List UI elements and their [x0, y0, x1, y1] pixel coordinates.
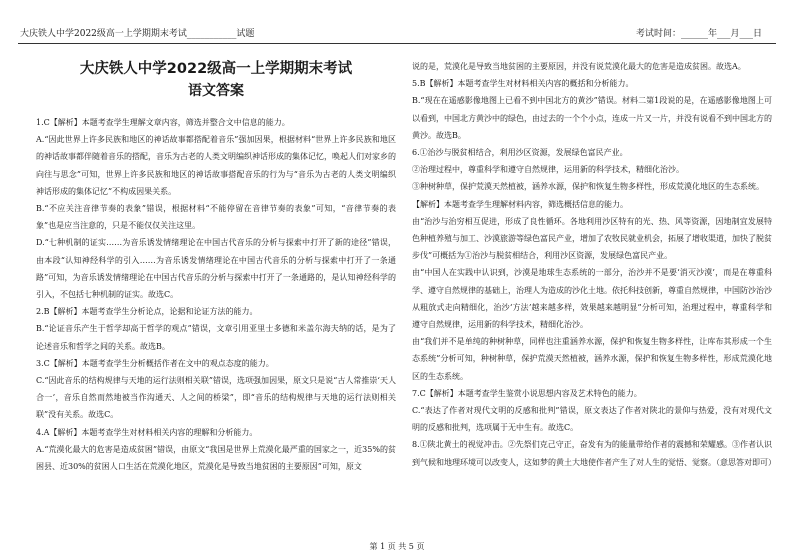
page-number: 第 1 页 共 5 页: [369, 542, 425, 551]
header-exam-title: 大庆铁人中学2022级高一上学期期末考试___________试题: [20, 29, 255, 39]
answer-paragraph: 3.C【解析】本题考查学生分析概括作者在文中的观点态度的能力。: [36, 358, 274, 368]
answer-paragraph: 7.C【解析】本题考查学生鉴赏小说思想内容及艺术特色的能力。: [412, 388, 642, 398]
answer-paragraph: ②治理过程中，尊重科学和遵守自然规律，运用新的科学技术，精细化治沙。: [412, 165, 684, 175]
answer-paragraph: 5.B【解析】本题考查学生对材料相关内容的概括和分析能力。: [412, 79, 634, 89]
answer-paragraph: 【解析】本题考查学生理解材料内容，筛选概括信息的能力。: [412, 199, 628, 209]
answer-paragraph: 4.A【解析】本题考查学生对材料相关内容的理解和分析能力。: [36, 427, 258, 437]
answer-paragraph: 由“治沙与治穷相互促进，形成了良性循环。各地利用沙区特有的光、热、风等资源，因地制宜发展特色种植养殖与加工、沙漠旅游等绿色富民产业，增加了农牧民就业机会，拓展了增收渠道，加快了脱贫步伐”可概括为①治沙与脱贫相结合，利用沙区资源，发展绿色富民产业。: [412, 216, 772, 261]
answer-paragraph: 由“我们并不是单纯的种树种草，同样也注重涵养水源，保护和恢复生物多样性，让库布其形成一个生态系统”分析可知，种树种草，保护荒漠天然植被，涵养水源，保护和恢复生物多样性，形成荒漠化地区的生态系统。: [412, 337, 772, 381]
answer-paragraph: 1.C【解析】本题考查学生理解文章内容，筛选并整合文中信息的能力。: [36, 118, 290, 127]
header-exam-time: 考试时间：______年___月___日: [635, 29, 762, 39]
answer-paragraph: A.“荒漠化最大的危害是造成贫困”错误，由原文“我国是世界上荒漠化最严重的国家之一，近35%的贫困县、近30%的贫困人口生活在荒漠化地区，荒漠化是导致当地贫困的主要原因”可知，原文: [36, 444, 396, 472]
document-title: 大庆铁人中学2022级高一上学期期末考试: [79, 61, 353, 77]
answer-paragraph: ③种树种草，保护荒漠天然植被，涵养水源，保护和恢复生物多样性，形成荒漠化地区的生态系统。: [412, 182, 764, 192]
answer-paragraph: 2.B【解析】本题考查学生分析论点，论据和论证方法的能力。: [36, 307, 258, 317]
page-header: [0, 0, 794, 46]
left-column: [36, 58, 396, 475]
answer-paragraph: B.“现在在遥感影像地图上已看不到中国北方的黄沙”错误。材料二第1段说的是，在遥感影像地图上可以看到，中国北方黄沙中的绿色，由过去的一个个小点，连成一片又一片，并没有说看不到中国北方的黄沙。故选B。: [412, 96, 772, 140]
answer-paragraph: 8.①陕北黄土的视觉冲击。②先祭们克己守正，奋发有为的能量带给作者的震撼和荣耀感。③作者认识到气候和地理环境可以改变人，这如梦的黄土大地使作者产生了对人生的觉悟、觉察。（意思答对即可）: [412, 440, 776, 467]
answer-paragraph: D.“七种机制的证实……为音乐诱发情绪理论在中国古代音乐的分析与探索中打开了新的途径”错误，由本段“认知神经科学的引入……为音乐诱发情绪理论在中国古代音乐的分析与探索中打开了一条通路”可知，为音乐诱发情绪理论在中国古代音乐的分析与探索中打开了一条通路的，是认知神经科学的引入，不包括七种机制的证实。故选C。: [36, 238, 396, 300]
answer-paragraph: C.“表达了作者对现代文明的反感和批判”错误，原文表达了作者对陕北的景仰与热爱，没有对现代文明的反感和批判，选项属于无中生有。故选C。: [412, 406, 772, 433]
answer-paragraph: B.“论证音乐产生于哲学却高于哲学的观点”错误，文章引用亚里士多德和米盖尔海夫纳的话，是为了论述音乐和哲学之间的关系。故选B。: [36, 324, 396, 351]
answer-paragraph: A.“因此世界上许多民族和地区的神话故事都搭配着音乐”强加因果，根据材料“世界上许多民族和地区的神话故事都伴随着音乐的搭配，音乐为古老的人类文明编织神话形成的集体记忆，唤起人们对家乡的向往与思念”可知，世界上许多民族和地区的神话故事搭配音乐的行为与“音乐为古老的人类文明编织神话形成的集体记忆”不构成因果关系。: [36, 135, 396, 196]
document-subtitle: 语文答案: [188, 83, 244, 99]
answer-paragraph: 说的是，荒漠化是导致当地贫困的主要原因，并没有说荒漠化最大的危害是造成贫困。故选A。: [412, 62, 746, 71]
right-column: [412, 58, 776, 471]
answer-paragraph: 由“中国人在实践中认识到，沙漠是地球生态系统的一部分，治沙并不是要‘消灭沙漠’，而是在尊重科学、遵守自然规律的基础上，治理人为造成的沙化土地。依托科技创新，尊重自然规律，中国防沙治沙从粗放式走向精细化，治沙‘方法’越来越多样，效果越来越明显”分析可知，治理过程中，尊重科学和遵守自然规律，运用新的科学技术，精细化治沙。: [412, 268, 772, 330]
answer-paragraph: C.“因此音乐的结构规律与天地的运行法则相关联”错误，选项强加因果，原文只是说“古人常推崇‘天人合一’，音乐自然而然地被当作沟通天、人之间的桥梁”，即“音乐的结构规律与天地的运行法则相关联”没有关系。故选C。: [36, 376, 396, 420]
answer-paragraph: B.“不应关注音律节奏的表象”错误，根据材料“不能停留在音律节奏的表象”可知，“音律节奏的表象”也是应当注意的，只是不能仅仅关注这里。: [36, 204, 396, 231]
answer-paragraph: 6.①治沙与脱贫相结合，利用沙区资源，发展绿色富民产业。: [412, 148, 628, 158]
header-divider: [18, 43, 776, 44]
